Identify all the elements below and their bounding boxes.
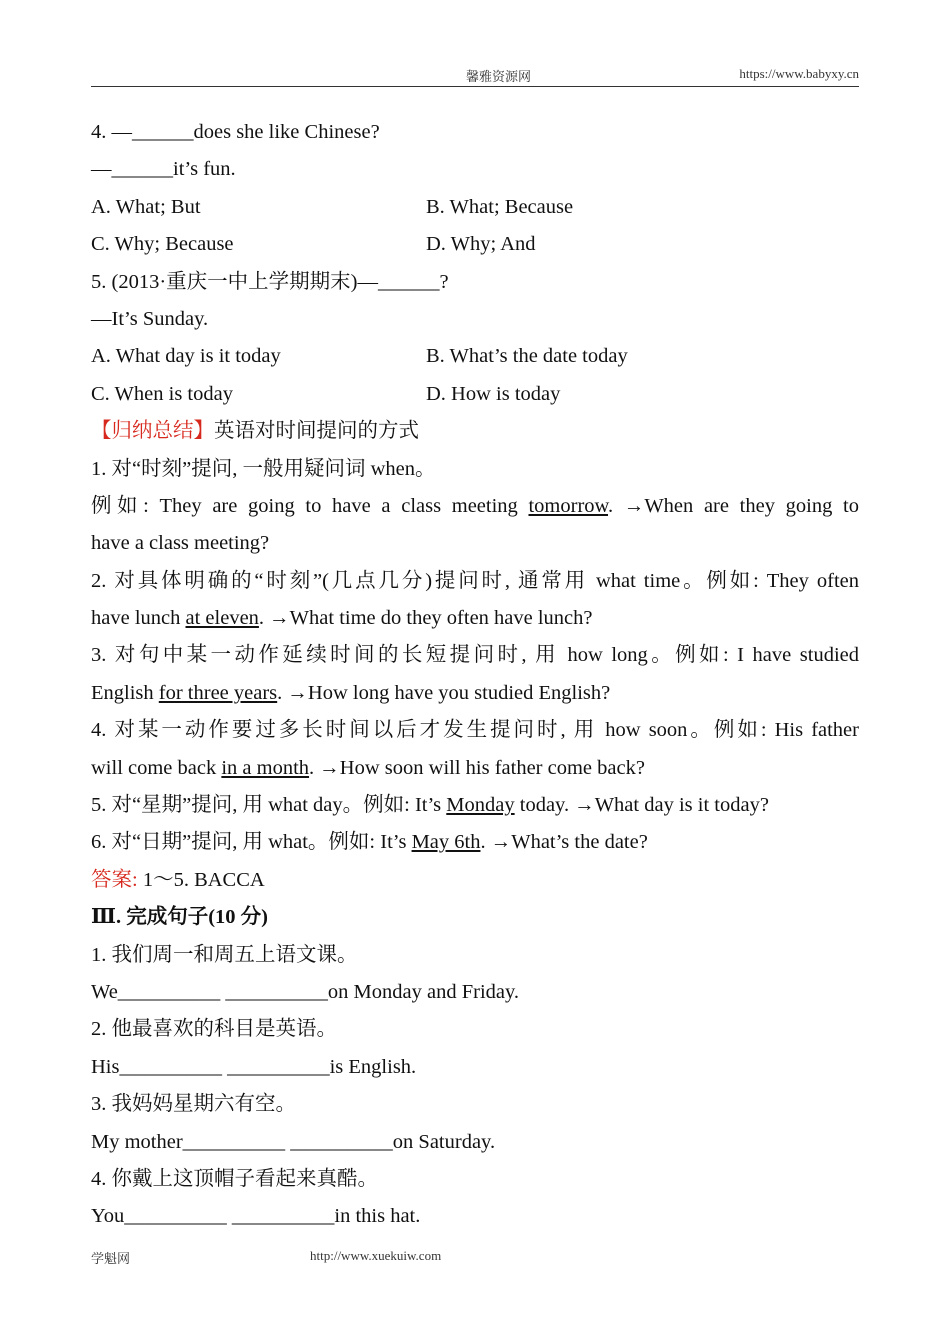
q4-options-row1 [91, 189, 859, 226]
summary-tag: 【归纳总结】 [91, 420, 214, 443]
q4-options-row2 [91, 226, 859, 263]
section-3-title: Ⅲ. 完成句子(10 分) [91, 906, 268, 929]
sentence-3-chinese: 3. 我妈妈星期六有空。 [91, 1093, 296, 1116]
underlined-phrase: Monday [446, 794, 515, 817]
summary-item-4-example: will come back in a month. →How soon will his father come back? [91, 756, 645, 779]
underlined-phrase: tomorrow [528, 494, 609, 517]
underlined-phrase: in a month [221, 756, 310, 779]
q4-stem-2: —______it’s fun. [91, 158, 236, 181]
q5-stem: 5. (2013·重庆一中上学期期末)—______? [91, 270, 449, 293]
q4-option-b: B. What; Because [426, 195, 574, 218]
q5-options-row2 [91, 376, 859, 413]
summary-item-2: 2. 对具体明确的“时刻”(几点几分)提问时, 通常用 what time。例如: They often [91, 569, 859, 592]
header-site-name: 馨雅资源网 [466, 69, 532, 84]
answer-label: 答案: [91, 868, 143, 891]
sentence-2-chinese: 2. 他最喜欢的科目是英语。 [91, 1018, 337, 1041]
answer-text: 1～5. BACCA [142, 868, 265, 891]
summary-heading [91, 413, 859, 450]
summary-title: 英语对时间提问的方式 [214, 420, 419, 443]
q4-option-d: D. Why; And [426, 233, 536, 256]
answer-line [91, 862, 859, 899]
summary-item-2-example: have lunch at eleven. →What time do they often have lunch? [91, 607, 593, 630]
page-header [91, 66, 859, 87]
q5-option-c: C. When is today [91, 382, 233, 405]
sentence-1-english: We__________ __________on Monday and Friday. [91, 980, 520, 1003]
summary-item-1-example: 例如: They are going to have a class meeting tomorrow. →When are they going to [91, 494, 859, 517]
sentence-4-english: You__________ __________in this hat. [91, 1205, 421, 1228]
q5-option-d: D. How is today [426, 382, 561, 405]
sentence-1-chinese: 1. 我们周一和周五上语文课。 [91, 943, 358, 966]
summary-item-3: 3. 对句中某一动作延续时间的长短提问时, 用 how long。例如: I have studied [91, 644, 859, 667]
summary-item-3-example: English for three years. →How long have you studied English? [91, 681, 611, 704]
header-url[interactable]: https://www.babyxy.cn [739, 66, 859, 81]
page-content [91, 114, 859, 1236]
q4-option-c: C. Why; Because [91, 233, 234, 256]
underlined-phrase: at eleven [185, 607, 259, 630]
sentence-3-english: My mother__________ __________on Saturday. [91, 1130, 496, 1153]
summary-item-1-example-cont: have a class meeting? [91, 532, 270, 555]
footer-url[interactable]: http://www.xuekuiw.com [310, 1248, 442, 1263]
q4-option-a: A. What; But [91, 195, 201, 218]
underlined-phrase: May 6th [411, 831, 481, 854]
sentence-2-english: His__________ __________is English. [91, 1055, 417, 1078]
summary-item-1: 1. 对“时刻”提问, 一般用疑问词 when。 [91, 457, 436, 480]
q4-stem: 4. —______does she like Chinese? [91, 121, 380, 143]
q5-stem-2: —It’s Sunday. [91, 307, 209, 330]
q5-option-b: B. What’s the date today [426, 345, 628, 368]
summary-item-4: 4. 对某一动作要过多长时间以后才发生提问时, 用 how soon。例如: His father [91, 719, 859, 742]
summary-item-6: 6. 对“日期”提问, 用 what。例如: It’s May 6th. →What’s the date? [91, 831, 648, 854]
footer-site-name: 学魁网 [91, 1251, 131, 1266]
summary-item-5: 5. 对“星期”提问, 用 what day。例如: It’s Monday today. →What day is it today? [91, 794, 769, 817]
page-footer [91, 1248, 859, 1267]
sentence-4-chinese: 4. 你戴上这顶帽子看起来真酷。 [91, 1167, 378, 1190]
underlined-phrase: for three years [158, 681, 278, 704]
q5-options-row1 [91, 338, 859, 375]
q5-option-a: A. What day is it today [91, 345, 281, 368]
